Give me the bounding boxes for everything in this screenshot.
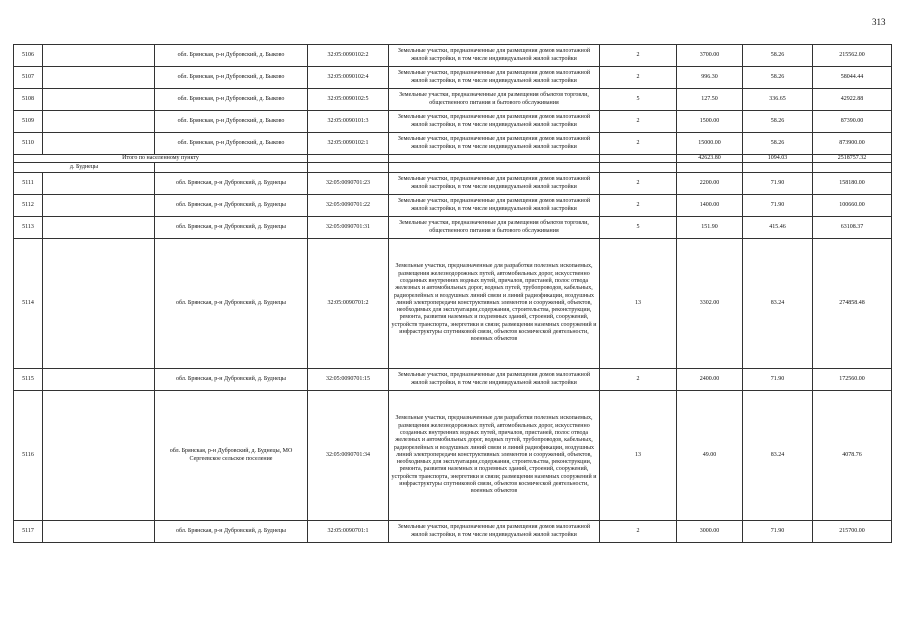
village-heading-empty-cell <box>743 163 813 173</box>
row-rate: 415.46 <box>743 217 813 239</box>
row-number: 5112 <box>14 195 43 217</box>
row-cadastral-number: 32:05:0090101:3 <box>308 111 389 133</box>
row-number: 5115 <box>14 369 43 391</box>
village-heading-row <box>14 163 892 173</box>
table-row <box>14 195 892 217</box>
row-spacer <box>43 89 155 111</box>
village-heading-empty-cell <box>813 163 892 173</box>
row-cadastral-number: 32:05:0090701:31 <box>308 217 389 239</box>
row-spacer <box>43 521 155 543</box>
row-spacer <box>43 217 155 239</box>
row-use-code: 13 <box>600 239 677 369</box>
row-land-use: Земельные участки, предназначенные для разработки полезных ископаемых, размещения железнодорожных путей, автомобильных дорог, искусственно созданных внутренних водных путей, причалов, пристаней, полос отвода железных и автомобильных дорог, водных путей, трубопроводов, кабельных, радиорелейных и воздушных линий связи и линий радиофикации, воздушных линий электропередачи конструктивных элементов и сооружений, объектов, необходимых для эксплуатации,содержания, строительства, реконструкции, ремонта, развития наземных и подземных зданий, строений, сооружений, устройств транспорта, энергетики и связи; размещения наземных сооружений и инфраструктуры спутниковой связи, объектов космической деятельности, военных объектов <box>389 239 600 369</box>
row-rate: 336.65 <box>743 89 813 111</box>
row-cadastral-number: 32:05:0090701:23 <box>308 173 389 195</box>
row-number: 5108 <box>14 89 43 111</box>
row-address: обл. Брянская, р-н Дубровский, д. Быково <box>155 133 308 155</box>
row-cadastral-value: 4078.76 <box>813 391 892 521</box>
row-cadastral-value: 274858.48 <box>813 239 892 369</box>
row-cadastral-value: 100660.00 <box>813 195 892 217</box>
group1-body <box>14 45 892 155</box>
row-rate: 83.24 <box>743 391 813 521</box>
row-address: обл. Брянская, р-н Дубровский, д. Буднецы <box>155 239 308 369</box>
row-land-use: Земельные участки, предназначенные для размещения домов малоэтажной жилой застройки, в том числе индивидуальной жилой застройки <box>389 195 600 217</box>
row-cadastral-value: 215562.00 <box>813 45 892 67</box>
row-use-code: 2 <box>600 521 677 543</box>
row-address: обл. Брянская, р-н Дубровский, д. Быково <box>155 89 308 111</box>
village-heading-empty-cell <box>308 163 389 173</box>
group2-body <box>14 163 892 543</box>
row-spacer <box>43 173 155 195</box>
row-number: 5116 <box>14 391 43 521</box>
row-cadastral-value: 87390.00 <box>813 111 892 133</box>
row-cadastral-number: 32:05:0090102:4 <box>308 67 389 89</box>
table-row <box>14 133 892 155</box>
total-section <box>14 155 892 163</box>
row-rate: 58.26 <box>743 67 813 89</box>
row-area: 2200.00 <box>677 173 743 195</box>
row-land-use: Земельные участки, предназначенные для размещения домов малоэтажной жилой застройки, в том числе индивидуальной жилой застройки <box>389 111 600 133</box>
row-spacer <box>43 369 155 391</box>
row-land-use: Земельные участки, предназначенные для размещения домов малоэтажной жилой застройки, в том числе индивидуальной жилой застройки <box>389 133 600 155</box>
row-cadastral-value: 215700.00 <box>813 521 892 543</box>
village-heading-empty-cell <box>600 163 677 173</box>
row-area: 49.00 <box>677 391 743 521</box>
table-row <box>14 89 892 111</box>
table-row <box>14 369 892 391</box>
row-cadastral-value: 42922.88 <box>813 89 892 111</box>
table-row <box>14 239 892 369</box>
row-cadastral-number: 32:05:0090701:2 <box>308 239 389 369</box>
village-heading-empty-cell <box>155 163 308 173</box>
row-use-code: 13 <box>600 391 677 521</box>
row-cadastral-number: 32:05:0090102:1 <box>308 133 389 155</box>
row-cadastral-number: 32:05:0090701:22 <box>308 195 389 217</box>
row-cadastral-number: 32:05:0090701:15 <box>308 369 389 391</box>
total-value: 2518757.32 <box>813 155 892 163</box>
row-land-use: Земельные участки, предназначенные для разработки полезных ископаемых, размещения железнодорожных путей, автомобильных дорог, искусственно созданных внутренних водных путей, причалов, пристаней, полос отвода железных и автомобильных дорог, водных путей, трубопроводов, кабельных, радиорелейных и воздушных линий связи и линий радиофикации, воздушных линий электропередачи конструктивных элементов и сооружений, объектов, необходимых для эксплуатации,содержания, строительства, реконструкции, ремонта, развития наземных и подземных зданий, строений, сооружений, устройств транспорта, энергетики и связи; размещения наземных сооружений и инфраструктуры спутниковой связи, объектов космической деятельности, военных объектов <box>389 391 600 521</box>
row-land-use: Земельные участки, предназначенные для размещения домов малоэтажной жилой застройки, в том числе индивидуальной жилой застройки <box>389 67 600 89</box>
row-rate: 58.26 <box>743 45 813 67</box>
row-spacer <box>43 391 155 521</box>
row-use-code: 2 <box>600 195 677 217</box>
table-row <box>14 45 892 67</box>
row-address: обл. Брянская, р-н Дубровский, д. Буднецы <box>155 195 308 217</box>
row-cadastral-value: 172560.00 <box>813 369 892 391</box>
row-spacer <box>43 133 155 155</box>
row-cadastral-value: 58044.44 <box>813 67 892 89</box>
table-row <box>14 111 892 133</box>
row-number: 5107 <box>14 67 43 89</box>
row-area: 3700.00 <box>677 45 743 67</box>
row-cadastral-number: 32:05:0090701:1 <box>308 521 389 543</box>
row-use-code: 5 <box>600 217 677 239</box>
row-land-use: Земельные участки, предназначенные для размещения домов малоэтажной жилой застройки, в том числе индивидуальной жилой застройки <box>389 369 600 391</box>
table-row <box>14 391 892 521</box>
row-rate: 58.26 <box>743 111 813 133</box>
row-spacer <box>43 195 155 217</box>
row-use-code: 2 <box>600 133 677 155</box>
row-spacer <box>43 67 155 89</box>
row-use-code: 2 <box>600 111 677 133</box>
row-spacer <box>43 45 155 67</box>
row-use-code: 2 <box>600 173 677 195</box>
row-area: 3000.00 <box>677 521 743 543</box>
total-empty-code <box>600 155 677 163</box>
row-rate: 71.90 <box>743 195 813 217</box>
row-area: 15000.00 <box>677 133 743 155</box>
row-address: обл. Брянская, р-н Дубровский, д. Буднецы <box>155 173 308 195</box>
row-land-use: Земельные участки, предназначенные для размещения объектов торговли, общественного питания и бытового обслуживания <box>389 217 600 239</box>
row-cadastral-number: 32:05:0090701:34 <box>308 391 389 521</box>
row-address: обл. Брянская, р-н Дубровский, д. Буднецы, МО Сергеевское сельское поселение <box>155 391 308 521</box>
village-heading-empty-cell <box>677 163 743 173</box>
total-label: Итого по населенному пункту <box>14 155 308 163</box>
row-use-code: 2 <box>600 369 677 391</box>
row-cadastral-number: 32:05:0090102:5 <box>308 89 389 111</box>
row-land-use: Земельные участки, предназначенные для размещения домов малоэтажной жилой застройки, в том числе индивидуальной жилой застройки <box>389 521 600 543</box>
total-empty-cadastral <box>308 155 389 163</box>
row-area: 2400.00 <box>677 369 743 391</box>
row-rate: 58.26 <box>743 133 813 155</box>
row-number: 5106 <box>14 45 43 67</box>
row-area: 1500.00 <box>677 111 743 133</box>
row-cadastral-value: 63108.37 <box>813 217 892 239</box>
table-row <box>14 217 892 239</box>
row-number: 5113 <box>14 217 43 239</box>
row-cadastral-number: 32:05:0090102:2 <box>308 45 389 67</box>
row-number: 5111 <box>14 173 43 195</box>
row-spacer <box>43 239 155 369</box>
row-address: обл. Брянская, р-н Дубровский, д. Буднецы <box>155 521 308 543</box>
row-area: 127.50 <box>677 89 743 111</box>
row-land-use: Земельные участки, предназначенные для размещения домов малоэтажной жилой застройки, в том числе индивидуальной жилой застройки <box>389 45 600 67</box>
village-heading: д. Буднецы <box>14 163 155 173</box>
row-address: обл. Брянская, р-н Дубровский, д. Быково <box>155 67 308 89</box>
row-area: 1400.00 <box>677 195 743 217</box>
row-rate: 83.24 <box>743 239 813 369</box>
row-address: обл. Брянская, р-н Дубровский, д. Буднецы <box>155 217 308 239</box>
total-empty-use <box>389 155 600 163</box>
total-rate: 1094.03 <box>743 155 813 163</box>
row-number: 5117 <box>14 521 43 543</box>
row-use-code: 5 <box>600 89 677 111</box>
row-area: 151.90 <box>677 217 743 239</box>
page-number: 313 <box>872 17 886 27</box>
land-register-table <box>13 44 892 543</box>
row-number: 5114 <box>14 239 43 369</box>
row-cadastral-value: 158180.00 <box>813 173 892 195</box>
row-use-code: 2 <box>600 67 677 89</box>
row-address: обл. Брянская, р-н Дубровский, д. Быково <box>155 111 308 133</box>
total-area: 42623.80 <box>677 155 743 163</box>
table-row <box>14 67 892 89</box>
table-row <box>14 173 892 195</box>
row-use-code: 2 <box>600 45 677 67</box>
row-address: обл. Брянская, р-н Дубровский, д. Буднецы <box>155 369 308 391</box>
row-rate: 71.90 <box>743 369 813 391</box>
total-row <box>14 155 892 163</box>
village-heading-empty-cell <box>389 163 600 173</box>
row-rate: 71.90 <box>743 521 813 543</box>
row-rate: 71.90 <box>743 173 813 195</box>
table-row <box>14 521 892 543</box>
row-land-use: Земельные участки, предназначенные для размещения домов малоэтажной жилой застройки, в том числе индивидуальной жилой застройки <box>389 173 600 195</box>
row-number: 5109 <box>14 111 43 133</box>
row-land-use: Земельные участки, предназначенные для размещения объектов торговли, общественного питания и бытового обслуживания <box>389 89 600 111</box>
row-area: 3302.00 <box>677 239 743 369</box>
row-area: 996.30 <box>677 67 743 89</box>
row-spacer <box>43 111 155 133</box>
row-address: обл. Брянская, р-н Дубровский, д. Быково <box>155 45 308 67</box>
row-cadastral-value: 873900.00 <box>813 133 892 155</box>
row-number: 5110 <box>14 133 43 155</box>
